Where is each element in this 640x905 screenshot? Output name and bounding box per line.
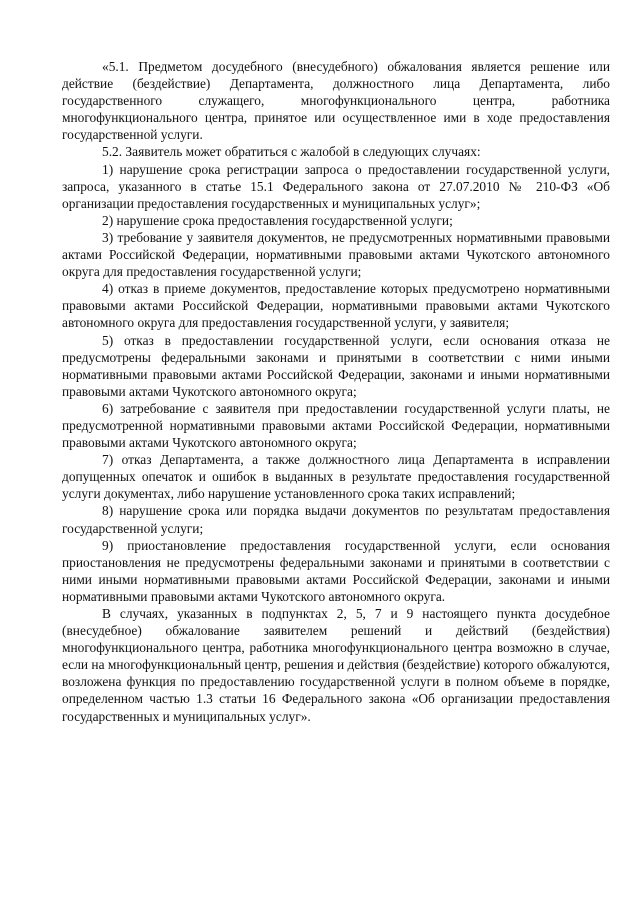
document-page [62, 58, 610, 725]
list-item-6: 6) затребование с заявителя при предоставлении государственной услуги платы, не предусмотренной нормативными правовыми актами Российской Федерации, нормативными правовыми актами Чукотского автономного округа; [62, 400, 610, 451]
list-item-9: 9) приостановление предоставления государственной услуги, если основания приостановления не предусмотрены федеральными законами и принятыми в соответствии с ними иными нормативными правовыми актами Российской Федерации, законами и иными нормативными правовыми актами Чукотского автономного округа. [62, 537, 610, 604]
paragraph-5-2: 5.2. Заявитель может обратиться с жалобой в следующих случаях: [102, 144, 481, 160]
list-item-4: 4) отказ в приеме документов, предоставление которых предусмотрено нормативными правовыми актами Российской Федерации, нормативными правовыми актами Чукотского автономного округа для предоставления государственной услуги, у заявителя; [62, 281, 610, 331]
list-item-7: 7) отказ Департамента, а также должностного лица Департамента в исправлении допущенных опечаток и ошибок в выданных в результате предоставления государственной услуги документах, либо нарушение установленного срока таких исправлений; [62, 452, 610, 502]
list-item-1: 1) нарушение срока регистрации запроса о предоставлении государственной услуги, запроса, указанного в статье 15.1 Федерального закона от 27.07.2010 № 210-ФЗ «Об организации предоставления государственных и муниципальных услуг»; [62, 161, 610, 211]
list-item-3: 3) требование у заявителя документов, не предусмотренных нормативными правовыми актами Российской Федерации, нормативными правовыми актами Чукотского автономного округа для предоставления государственной услуги; [62, 229, 610, 280]
list-item-2: 2) нарушение срока предоставления государственной услуги; [102, 212, 453, 228]
list-item-8: 8) нарушение срока или порядка выдачи документов по результатам предоставления государственной услуги; [62, 503, 610, 536]
list-item-5: 5) отказ в предоставлении государственной услуги, если основания отказа не предусмотрены федеральными законами и принятыми в соответствии с ними иными нормативными правовыми актами Российской Федерации, законами и иными нормативными правовыми актами Чукотского автономного округа; [62, 332, 610, 399]
paragraph-5-1: «5.1. Предметом досудебного (внесудебного) обжалования является решение или действие (бездействие) Департамента, должностного лица Департамента, либо государственного служащего, многофункционального центра, работника многофункционального центра, принятое или осуществленное ими в ходе предоставления государственной услуги. [62, 59, 610, 143]
closing-paragraph: В случаях, указанных в подпунктах 2, 5, 7 и 9 настоящего пункта досудебное (внесудебное) обжалование заявителем решений и действий (бездействия) многофункционального центра, работника многофункционального центра возможно в случае, если на многофункциональный центр, решения и действия (бездействие) которого обжалуются, возложена функция по предоставлению государственной услуги в полном объеме в порядке, определенном частью 1.3 статьи 16 Федерального закона «Об организации предоставления государственных и муниципальных услуг». [62, 606, 610, 724]
